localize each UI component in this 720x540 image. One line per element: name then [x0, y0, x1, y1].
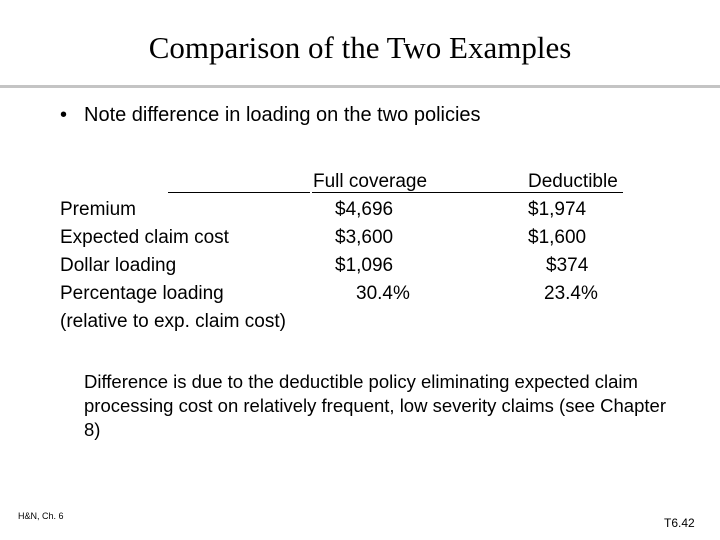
- bullet-text: Note difference in loading on the two policies: [84, 104, 481, 126]
- value-deductible-dollar-loading: $374: [546, 255, 589, 276]
- value-full-dollar-loading: $1,096: [335, 255, 394, 276]
- row-label-dollar-loading: Dollar loading: [60, 255, 177, 276]
- header-deductible: Deductible: [528, 171, 618, 192]
- row-label-relative: (relative to exp. claim cost): [60, 311, 286, 332]
- row-label-percentage-loading: Percentage loading: [60, 283, 224, 304]
- value-deductible-percentage-loading: 23.4%: [544, 283, 598, 304]
- title-divider: [0, 85, 720, 88]
- bullet-dot-icon: •: [60, 104, 68, 126]
- header-full-coverage: Full coverage: [313, 171, 428, 192]
- value-deductible-premium: $1,974: [528, 199, 587, 220]
- footer-slide-number: T6.42: [664, 516, 695, 530]
- footer-source: H&N, Ch. 6: [18, 511, 64, 521]
- bullet-point: [60, 104, 481, 127]
- value-deductible-expected-claim: $1,600: [528, 227, 587, 248]
- row-label-premium: Premium: [60, 199, 137, 220]
- header-rule-label: [168, 192, 310, 193]
- row-label-expected-claim: Expected claim cost: [60, 227, 229, 248]
- explanation-note: Difference is due to the deductible policy eliminating expected claim processing cost on relatively frequent, low severity claims (see Chapter 8): [84, 371, 666, 440]
- value-full-expected-claim: $3,600: [335, 227, 394, 248]
- value-full-percentage-loading: 30.4%: [356, 283, 410, 304]
- value-full-premium: $4,696: [335, 199, 394, 220]
- header-rule-gap: [434, 192, 528, 193]
- slide-title: Comparison of the Two Examples: [148, 30, 572, 65]
